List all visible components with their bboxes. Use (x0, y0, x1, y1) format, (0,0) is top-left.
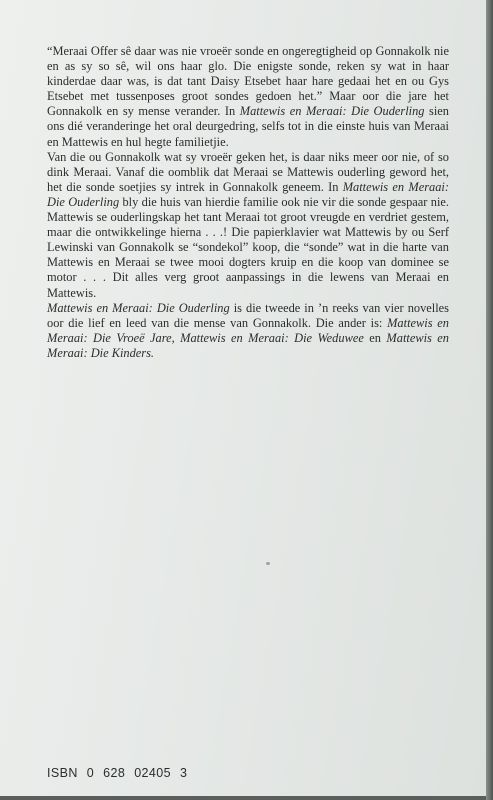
isbn-label: ISBN (47, 766, 78, 780)
blurb-text-run: is die tweede in ’n reeks van vier novelles oor die lief en leed van die mense van Gonnakolk. Die ander is: (47, 300, 449, 330)
isbn-part: 0 (86, 766, 95, 780)
book-title-italic: Mattewis en Meraai: Die Ouderling (47, 179, 449, 209)
blurb-text-run: sien ons dié veranderinge het oral deurgedring, selfs tot in die einste huis van Meraai en Mattewis en hul hegte familietjie. (47, 104, 450, 149)
isbn-part: 628 (103, 766, 126, 780)
blurb-paragraph-3 (47, 301, 449, 361)
blurb-text-run: Van die ou Gonnakolk wat sy vroeër geken het, is daar niks meer oor nie, of so dink Meraai. Vanaf die oomblik dat Meraai se Mattewis ouderling geword het, het die sonde soetjies sy intrek in Gonnakolk geneem. In (47, 149, 449, 194)
blurb-text (47, 44, 449, 361)
blurb-text-run: en (363, 330, 387, 345)
blurb-text-run: “Meraai Offer sê daar was nie vroeër sonde en ongeregtigheid op Gonnakolk nie en as sy so sê, wil ons haar glo. Die enigste sonde, reken sy wat in haar kinderdae daar was, is dat tant Daisy Etsebet haar hare gedaai het en ou Gys Etsebet met tussenposes groot sondes gedoen het.” Maar oor die jare het Gonnakolk en sy mense verander. In (47, 44, 449, 119)
isbn-part: 02405 (134, 766, 171, 780)
blurb-text-run: bly die huis van hierdie familie ook nie vir die sonde gespaar nie. Mattewis se ouderlingskap het tant Meraai tot groot vreugde en verdriet gestem, maar die ontwikkelinge hierna . . .! Die papierklavier wat Mattewis by ou Serf Lewinski van Gonnakolk se “sondekol” koop, die “sonde” wat in die harte van Mattewis en Meraai se twee mooi dogters kruip en die koop van dominee se motor . . . Dit alles verg groot aanpassings in die lewens van Meraai en Mattewis. (47, 194, 449, 300)
paper-speck (266, 562, 270, 565)
book-title-italic: Mattewis en Meraai: Die Ouderling (47, 300, 230, 315)
series-title-italic: Mattewis en Meraai: Die Kinders. (47, 330, 449, 360)
book-title-italic: Mattewis en Meraai: Die Ouderling (239, 104, 425, 119)
series-titles-italic: Mattewis en Meraai: Die Vroeë Jare, Mattewis en Meraai: Die Weduwee (47, 315, 449, 345)
isbn-part: 3 (179, 766, 188, 780)
blurb-paragraph-1 (47, 44, 449, 150)
isbn-number (47, 766, 196, 780)
blurb-paragraph-2 (47, 150, 449, 301)
cover-edge-shadow (486, 0, 493, 800)
